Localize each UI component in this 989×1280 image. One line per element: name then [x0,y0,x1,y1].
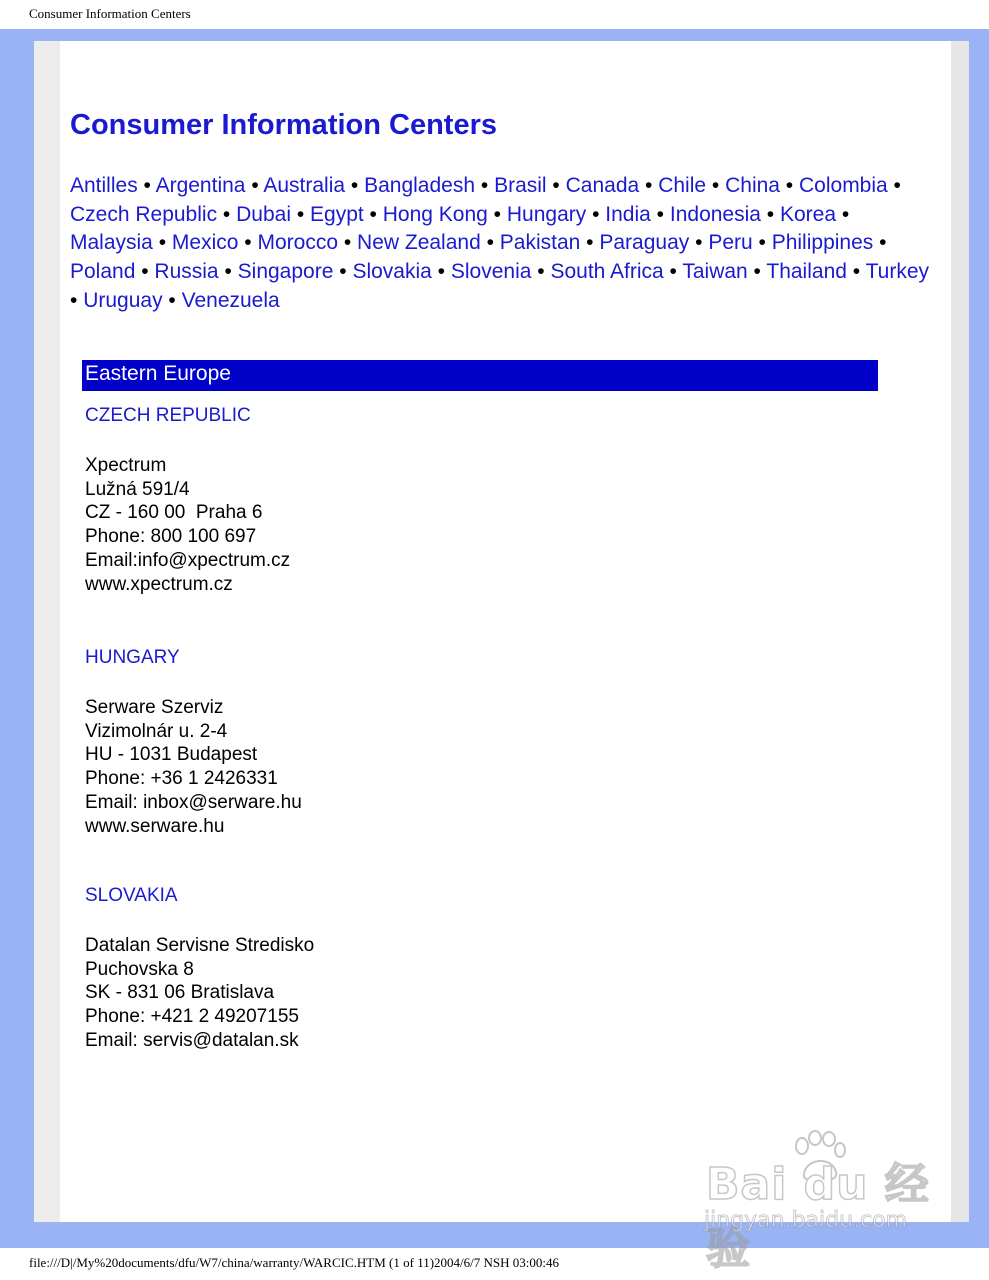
country-link-peru[interactable]: Peru [708,231,753,255]
link-separator: • [475,174,495,197]
country-link-venezuela[interactable]: Venezuela [181,288,280,312]
country-link-canada[interactable]: Canada [565,174,640,197]
frame-right-strip [951,41,969,1222]
link-separator: • [218,260,238,284]
watermark-logo: Bai du 经验 [706,1159,930,1274]
entry-address [85,934,314,1053]
country-link-poland[interactable]: Poland [70,260,136,284]
country-link-turkey[interactable]: Turkey [865,260,929,284]
entry-czech-republic [85,405,290,596]
link-separator: • [887,174,901,197]
entry-country-heading: CZECH REPUBLIC [85,405,251,426]
country-link-korea[interactable]: Korea [779,202,837,226]
country-link-paraguay[interactable]: Paraguay [599,231,690,255]
country-link-chile[interactable]: Chile [658,174,707,197]
link-separator: • [217,202,237,226]
website-line: www.xpectrum.cz [85,573,233,595]
link-separator: • [152,231,172,255]
phone-line: Phone: 800 100 697 [85,526,257,548]
link-separator: • [747,260,767,284]
address-line: Vizimolnár u. 2-4 [85,720,228,742]
email-line: Email: inbox@serware.hu [85,791,302,813]
country-nav [70,172,930,316]
entry-address [85,454,290,596]
link-separator: • [345,174,365,197]
link-separator: • [290,202,311,226]
country-link-malaysia[interactable]: Malaysia [70,231,153,255]
address-line: Datalan Servisne Stredisko [85,935,315,956]
email-line: Email: servis@datalan.sk [85,1029,299,1051]
link-separator: • [706,174,726,197]
country-link-china[interactable]: China [725,174,780,197]
country-link-mexico[interactable]: Mexico [171,231,239,255]
country-link-brasil[interactable]: Brasil [494,174,547,197]
country-link-australia[interactable]: Australia [263,174,346,197]
country-link-bangladesh[interactable]: Bangladesh [364,174,476,197]
phone-line: Phone: +421 2 49207155 [85,1006,299,1028]
address-line: Puchovska 8 [85,958,194,980]
link-separator: • [338,231,358,255]
link-separator: • [846,260,866,284]
link-separator: • [752,231,772,255]
link-separator: • [431,260,451,284]
link-separator: • [760,202,780,226]
country-link-hungary[interactable]: Hungary [506,202,587,226]
country-link-taiwan[interactable]: Taiwan [682,260,748,284]
country-link-slovenia[interactable]: Slovenia [450,260,532,284]
address-line: Lužná 591/4 [85,478,190,500]
country-link-thailand[interactable]: Thailand [766,260,847,284]
entry-address [85,696,302,838]
country-link-colombia[interactable]: Colombia [799,174,888,197]
address-line: CZ - 160 00 Praha 6 [85,502,263,524]
country-link-indonesia[interactable]: Indonesia [669,202,761,226]
link-separator: • [363,202,383,226]
country-link-hong-kong[interactable]: Hong Kong [382,202,488,226]
website-line: www.serware.hu [85,815,225,837]
link-separator: • [135,260,155,284]
link-separator: • [162,288,182,312]
country-link-uruguay[interactable]: Uruguay [83,288,163,312]
link-separator: • [650,202,670,226]
entry-slovakia [85,885,314,1053]
link-separator: • [238,231,258,255]
link-separator: • [639,174,659,197]
region-title: Eastern Europe [85,362,231,385]
email-line: Email:info@xpectrum.cz [85,549,291,571]
link-separator: • [689,231,709,255]
country-link-argentina[interactable]: Argentina [155,174,246,197]
entry-hungary [85,647,302,838]
link-separator: • [137,174,156,197]
link-separator: • [245,174,264,197]
country-link-india[interactable]: India [605,202,651,226]
link-separator: • [546,174,566,197]
address-line: Serware Szerviz [85,697,224,718]
print-header-title: Consumer Information Centers [29,6,191,21]
country-link-morocco[interactable]: Morocco [257,231,338,255]
entry-country-heading: HUNGARY [85,647,180,668]
page-title: Consumer Information Centers [70,109,497,141]
country-link-new-zealand[interactable]: New Zealand [357,231,481,255]
country-link-dubai[interactable]: Dubai [236,202,291,226]
link-separator: • [480,231,500,255]
address-line: HU - 1031 Budapest [85,744,258,766]
country-link-slovakia[interactable]: Slovakia [352,260,432,284]
link-separator: • [487,202,507,226]
country-link-czech-republic[interactable]: Czech Republic [70,202,218,226]
link-separator: • [531,260,551,284]
region-header-bar [82,360,878,391]
country-link-philippines[interactable]: Philippines [771,231,874,255]
link-separator: • [586,202,606,226]
phone-line: Phone: +36 1 2426331 [85,768,278,790]
link-separator: • [873,231,887,255]
country-link-pakistan[interactable]: Pakistan [499,231,581,255]
baidu-watermark [696,1130,936,1274]
link-separator: • [70,288,84,312]
link-separator: • [836,202,850,226]
country-link-antilles[interactable]: Antilles [70,174,138,197]
country-link-singapore[interactable]: Singapore [237,260,334,284]
page-content [60,41,951,1222]
link-separator: • [779,174,799,197]
link-separator: • [663,260,683,284]
country-link-egypt[interactable]: Egypt [310,202,364,226]
link-separator: • [333,260,353,284]
country-link-russia[interactable]: Russia [154,260,219,284]
address-line: Xpectrum [85,455,167,476]
watermark-url: jingyan.baidu.com [704,1208,908,1233]
link-separator: • [580,231,600,255]
country-link-south-africa[interactable]: South Africa [550,260,664,284]
address-line: SK - 831 06 Bratislava [85,982,275,1004]
entry-country-heading: SLOVAKIA [85,885,178,906]
frame-left-strip [34,41,60,1222]
print-footer-path: file:///D|/My%20documents/dfu/W7/china/warranty/WARCIC.HTM (1 of 11)2004/6/7 NSH 03:00:46 [29,1255,559,1270]
